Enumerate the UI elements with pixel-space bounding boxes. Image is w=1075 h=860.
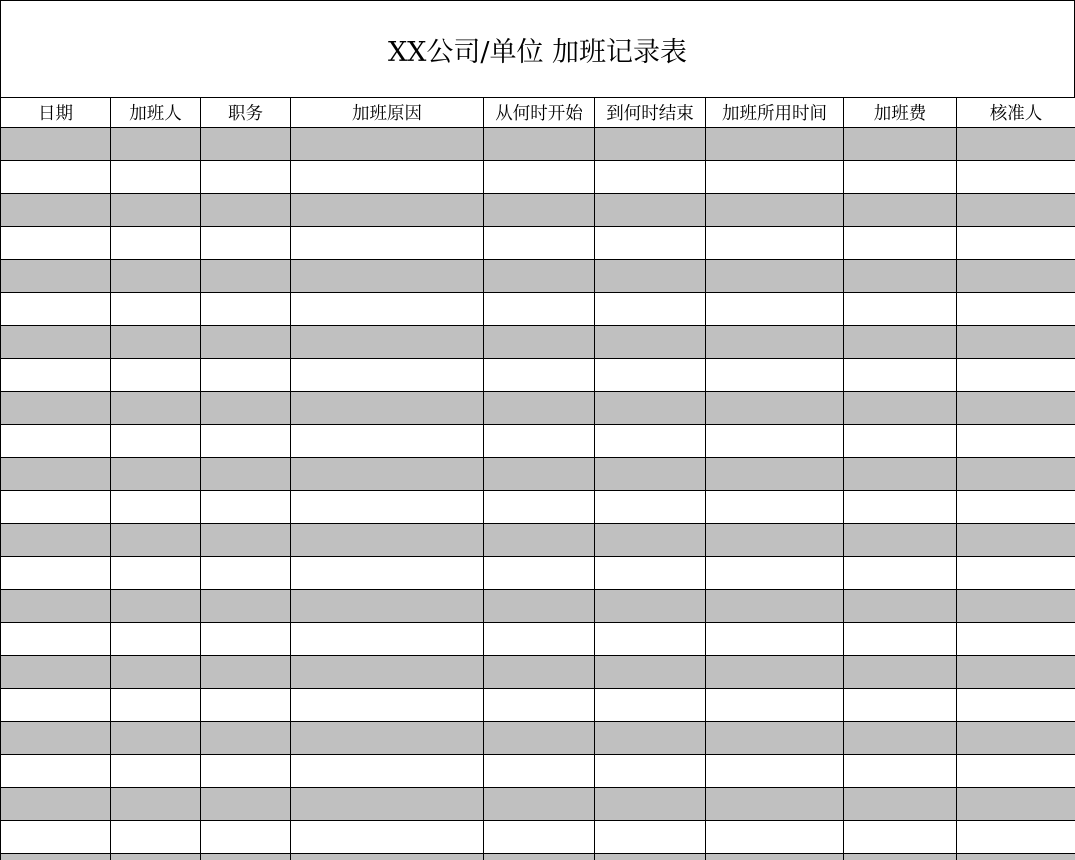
cell-start[interactable]: [484, 821, 595, 854]
cell-fee[interactable]: [844, 755, 957, 788]
column-header-date: 日期: [1, 98, 111, 128]
cell-end[interactable]: [595, 227, 706, 260]
cell-start[interactable]: [484, 326, 595, 359]
cell-reason[interactable]: [291, 722, 484, 755]
cell-end[interactable]: [595, 755, 706, 788]
cell-date[interactable]: [1, 326, 111, 359]
cell-end[interactable]: [595, 128, 706, 161]
overtime-table: [0, 97, 1075, 860]
cell-fee[interactable]: [844, 689, 957, 722]
cell-fee[interactable]: [844, 260, 957, 293]
cell-end[interactable]: [595, 458, 706, 491]
cell-date[interactable]: [1, 392, 111, 425]
cell-duration[interactable]: [706, 491, 844, 524]
cell-person[interactable]: [111, 227, 201, 260]
cell-fee[interactable]: [844, 458, 957, 491]
cell-fee[interactable]: [844, 227, 957, 260]
cell-position[interactable]: [201, 491, 291, 524]
cell-person[interactable]: [111, 392, 201, 425]
cell-approver[interactable]: [957, 491, 1075, 524]
cell-start[interactable]: [484, 458, 595, 491]
cell-start[interactable]: [484, 689, 595, 722]
column-header-approver: 核准人: [957, 98, 1075, 128]
table-row: [1, 227, 1075, 260]
cell-fee[interactable]: [844, 590, 957, 623]
cell-position[interactable]: [201, 359, 291, 392]
cell-position[interactable]: [201, 128, 291, 161]
cell-position[interactable]: [201, 293, 291, 326]
cell-duration[interactable]: [706, 161, 844, 194]
cell-reason[interactable]: [291, 359, 484, 392]
cell-end[interactable]: [595, 392, 706, 425]
column-header-end: 到何时结束: [595, 98, 706, 128]
cell-person[interactable]: [111, 293, 201, 326]
table-row: [1, 194, 1075, 227]
cell-fee[interactable]: [844, 821, 957, 854]
cell-reason[interactable]: [291, 260, 484, 293]
cell-fee[interactable]: [844, 524, 957, 557]
cell-fee[interactable]: [844, 656, 957, 689]
cell-reason[interactable]: [291, 194, 484, 227]
cell-duration[interactable]: [706, 392, 844, 425]
cell-duration[interactable]: [706, 128, 844, 161]
cell-date[interactable]: [1, 458, 111, 491]
cell-end[interactable]: [595, 326, 706, 359]
cell-reason[interactable]: [291, 788, 484, 821]
cell-date[interactable]: [1, 359, 111, 392]
table-row: [1, 755, 1075, 788]
cell-position[interactable]: [201, 788, 291, 821]
cell-end[interactable]: [595, 194, 706, 227]
table-row: [1, 392, 1075, 425]
cell-date[interactable]: [1, 260, 111, 293]
cell-position[interactable]: [201, 524, 291, 557]
cell-fee[interactable]: [844, 854, 957, 860]
cell-position[interactable]: [201, 260, 291, 293]
cell-position[interactable]: [201, 392, 291, 425]
table-row: [1, 425, 1075, 458]
cell-reason[interactable]: [291, 623, 484, 656]
cell-reason[interactable]: [291, 425, 484, 458]
table-row: [1, 821, 1075, 854]
cell-fee[interactable]: [844, 194, 957, 227]
table-row: [1, 260, 1075, 293]
cell-position[interactable]: [201, 425, 291, 458]
cell-duration[interactable]: [706, 755, 844, 788]
table-row: [1, 491, 1075, 524]
cell-date[interactable]: [1, 194, 111, 227]
cell-position[interactable]: [201, 326, 291, 359]
cell-duration[interactable]: [706, 656, 844, 689]
cell-end[interactable]: [595, 293, 706, 326]
cell-approver[interactable]: [957, 359, 1075, 392]
cell-approver[interactable]: [957, 326, 1075, 359]
cell-person[interactable]: [111, 458, 201, 491]
cell-reason[interactable]: [291, 590, 484, 623]
cell-duration[interactable]: [706, 359, 844, 392]
cell-fee[interactable]: [844, 425, 957, 458]
cell-person[interactable]: [111, 194, 201, 227]
cell-end[interactable]: [595, 557, 706, 590]
cell-position[interactable]: [201, 458, 291, 491]
cell-approver[interactable]: [957, 656, 1075, 689]
table-row: [1, 128, 1075, 161]
cell-duration[interactable]: [706, 227, 844, 260]
cell-position[interactable]: [201, 821, 291, 854]
cell-reason[interactable]: [291, 755, 484, 788]
cell-start[interactable]: [484, 359, 595, 392]
cell-fee[interactable]: [844, 128, 957, 161]
cell-date[interactable]: [1, 491, 111, 524]
cell-fee[interactable]: [844, 557, 957, 590]
column-header-fee: 加班费: [844, 98, 957, 128]
cell-end[interactable]: [595, 260, 706, 293]
cell-date[interactable]: [1, 524, 111, 557]
cell-position[interactable]: [201, 623, 291, 656]
cell-approver[interactable]: [957, 788, 1075, 821]
column-header-person: 加班人: [111, 98, 201, 128]
table-row: [1, 458, 1075, 491]
cell-end[interactable]: [595, 524, 706, 557]
cell-reason[interactable]: [291, 392, 484, 425]
cell-person[interactable]: [111, 722, 201, 755]
column-header-start: 从何时开始: [484, 98, 595, 128]
cell-start[interactable]: [484, 227, 595, 260]
cell-approver[interactable]: [957, 227, 1075, 260]
cell-fee[interactable]: [844, 623, 957, 656]
cell-date[interactable]: [1, 821, 111, 854]
cell-duration[interactable]: [706, 722, 844, 755]
cell-person[interactable]: [111, 854, 201, 860]
cell-date[interactable]: [1, 590, 111, 623]
cell-approver[interactable]: [957, 755, 1075, 788]
cell-start[interactable]: [484, 755, 595, 788]
cell-duration[interactable]: [706, 821, 844, 854]
table-row: [1, 623, 1075, 656]
cell-person[interactable]: [111, 623, 201, 656]
cell-approver[interactable]: [957, 557, 1075, 590]
cell-position[interactable]: [201, 656, 291, 689]
cell-position[interactable]: [201, 854, 291, 860]
table-row: [1, 788, 1075, 821]
cell-start[interactable]: [484, 788, 595, 821]
table-row: [1, 326, 1075, 359]
cell-start[interactable]: [484, 854, 595, 860]
table-row: [1, 854, 1075, 860]
cell-start[interactable]: [484, 161, 595, 194]
cell-reason[interactable]: [291, 524, 484, 557]
cell-date[interactable]: [1, 425, 111, 458]
cell-person[interactable]: [111, 359, 201, 392]
cell-duration[interactable]: [706, 194, 844, 227]
table-row: [1, 689, 1075, 722]
cell-start[interactable]: [484, 392, 595, 425]
cell-approver[interactable]: [957, 854, 1075, 860]
table-row: [1, 590, 1075, 623]
cell-start[interactable]: [484, 590, 595, 623]
sheet-title: XX公司/单位 加班记录表: [0, 0, 1075, 98]
cell-person[interactable]: [111, 524, 201, 557]
cell-start[interactable]: [484, 425, 595, 458]
cell-reason[interactable]: [291, 656, 484, 689]
column-header-position: 职务: [201, 98, 291, 128]
cell-fee[interactable]: [844, 722, 957, 755]
cell-start[interactable]: [484, 656, 595, 689]
cell-start[interactable]: [484, 623, 595, 656]
table-row: [1, 557, 1075, 590]
cell-reason[interactable]: [291, 458, 484, 491]
cell-approver[interactable]: [957, 722, 1075, 755]
cell-position[interactable]: [201, 161, 291, 194]
cell-person[interactable]: [111, 755, 201, 788]
cell-approver[interactable]: [957, 194, 1075, 227]
cell-start[interactable]: [484, 491, 595, 524]
cell-end[interactable]: [595, 722, 706, 755]
cell-end[interactable]: [595, 656, 706, 689]
cell-date[interactable]: [1, 161, 111, 194]
cell-start[interactable]: [484, 293, 595, 326]
cell-start[interactable]: [484, 557, 595, 590]
cell-fee[interactable]: [844, 293, 957, 326]
cell-person[interactable]: [111, 128, 201, 161]
cell-end[interactable]: [595, 623, 706, 656]
cell-person[interactable]: [111, 689, 201, 722]
cell-end[interactable]: [595, 788, 706, 821]
table-body: [1, 128, 1075, 860]
cell-duration[interactable]: [706, 590, 844, 623]
cell-reason[interactable]: [291, 689, 484, 722]
cell-duration[interactable]: [706, 689, 844, 722]
cell-start[interactable]: [484, 722, 595, 755]
cell-fee[interactable]: [844, 326, 957, 359]
cell-end[interactable]: [595, 821, 706, 854]
cell-person[interactable]: [111, 821, 201, 854]
cell-person[interactable]: [111, 788, 201, 821]
cell-approver[interactable]: [957, 821, 1075, 854]
cell-reason[interactable]: [291, 491, 484, 524]
table-row: [1, 722, 1075, 755]
cell-date[interactable]: [1, 623, 111, 656]
cell-position[interactable]: [201, 557, 291, 590]
cell-duration[interactable]: [706, 524, 844, 557]
column-header-duration: 加班所用时间: [706, 98, 844, 128]
cell-approver[interactable]: [957, 392, 1075, 425]
cell-duration[interactable]: [706, 557, 844, 590]
cell-approver[interactable]: [957, 623, 1075, 656]
cell-reason[interactable]: [291, 227, 484, 260]
cell-position[interactable]: [201, 590, 291, 623]
cell-approver[interactable]: [957, 293, 1075, 326]
cell-end[interactable]: [595, 359, 706, 392]
cell-duration[interactable]: [706, 326, 844, 359]
cell-duration[interactable]: [706, 854, 844, 860]
cell-approver[interactable]: [957, 161, 1075, 194]
cell-position[interactable]: [201, 194, 291, 227]
cell-end[interactable]: [595, 854, 706, 860]
cell-end[interactable]: [595, 425, 706, 458]
cell-start[interactable]: [484, 260, 595, 293]
cell-date[interactable]: [1, 128, 111, 161]
cell-position[interactable]: [201, 722, 291, 755]
cell-person[interactable]: [111, 326, 201, 359]
cell-person[interactable]: [111, 491, 201, 524]
cell-duration[interactable]: [706, 425, 844, 458]
cell-person[interactable]: [111, 656, 201, 689]
cell-duration[interactable]: [706, 293, 844, 326]
cell-date[interactable]: [1, 722, 111, 755]
cell-duration[interactable]: [706, 458, 844, 491]
cell-date[interactable]: [1, 656, 111, 689]
table-row: [1, 359, 1075, 392]
cell-date[interactable]: [1, 755, 111, 788]
cell-fee[interactable]: [844, 359, 957, 392]
cell-date[interactable]: [1, 854, 111, 860]
table-row: [1, 524, 1075, 557]
cell-fee[interactable]: [844, 788, 957, 821]
cell-approver[interactable]: [957, 425, 1075, 458]
cell-approver[interactable]: [957, 524, 1075, 557]
cell-reason[interactable]: [291, 293, 484, 326]
cell-fee[interactable]: [844, 161, 957, 194]
cell-date[interactable]: [1, 293, 111, 326]
table-header-row: [1, 98, 1075, 128]
table-row: [1, 656, 1075, 689]
cell-duration[interactable]: [706, 788, 844, 821]
cell-duration[interactable]: [706, 623, 844, 656]
column-header-reason: 加班原因: [291, 98, 484, 128]
cell-end[interactable]: [595, 491, 706, 524]
cell-person[interactable]: [111, 590, 201, 623]
cell-end[interactable]: [595, 590, 706, 623]
cell-reason[interactable]: [291, 128, 484, 161]
cell-approver[interactable]: [957, 689, 1075, 722]
cell-date[interactable]: [1, 227, 111, 260]
table-row: [1, 293, 1075, 326]
cell-end[interactable]: [595, 161, 706, 194]
cell-date[interactable]: [1, 788, 111, 821]
cell-fee[interactable]: [844, 392, 957, 425]
cell-fee[interactable]: [844, 491, 957, 524]
cell-reason[interactable]: [291, 326, 484, 359]
table-row: [1, 161, 1075, 194]
cell-person[interactable]: [111, 260, 201, 293]
cell-approver[interactable]: [957, 458, 1075, 491]
cell-position[interactable]: [201, 689, 291, 722]
cell-approver[interactable]: [957, 590, 1075, 623]
cell-person[interactable]: [111, 161, 201, 194]
cell-start[interactable]: [484, 194, 595, 227]
cell-approver[interactable]: [957, 260, 1075, 293]
cell-end[interactable]: [595, 689, 706, 722]
cell-duration[interactable]: [706, 260, 844, 293]
cell-start[interactable]: [484, 524, 595, 557]
cell-date[interactable]: [1, 689, 111, 722]
cell-position[interactable]: [201, 755, 291, 788]
cell-person[interactable]: [111, 557, 201, 590]
cell-person[interactable]: [111, 425, 201, 458]
cell-approver[interactable]: [957, 128, 1075, 161]
cell-date[interactable]: [1, 557, 111, 590]
cell-start[interactable]: [484, 128, 595, 161]
cell-reason[interactable]: [291, 557, 484, 590]
cell-reason[interactable]: [291, 821, 484, 854]
cell-reason[interactable]: [291, 854, 484, 860]
cell-position[interactable]: [201, 227, 291, 260]
cell-reason[interactable]: [291, 161, 484, 194]
